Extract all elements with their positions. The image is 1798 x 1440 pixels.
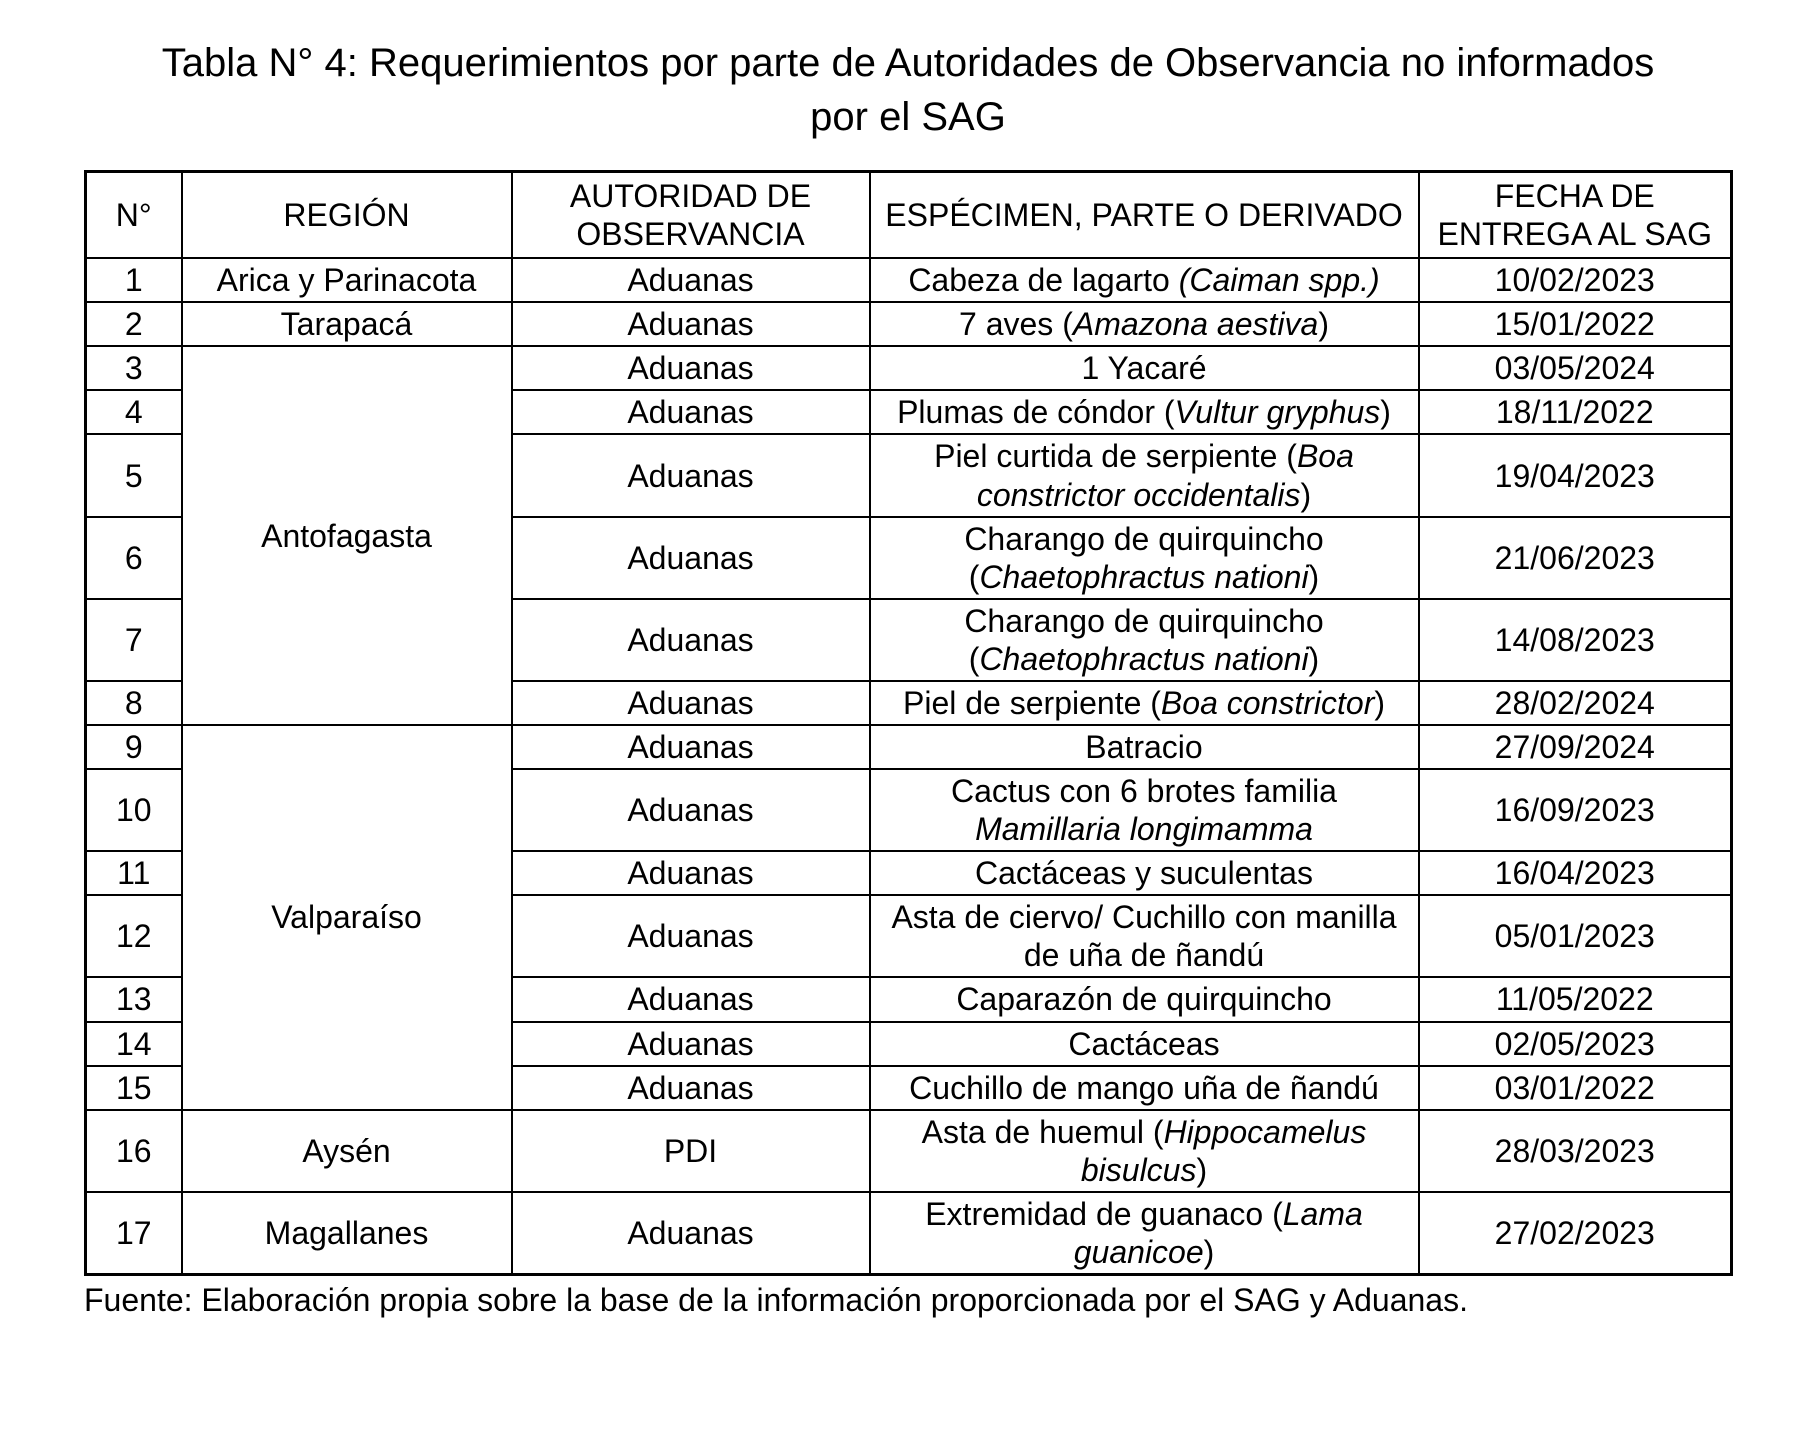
- especimen-text: 1 Yacaré: [1081, 350, 1207, 387]
- table-row: [86, 346, 1732, 390]
- cell-fecha: 16/04/2023: [1419, 851, 1732, 895]
- cell-especimen: [870, 1066, 1419, 1110]
- especimen-text: Asta de ciervo/ Cuchillo con manilla de uña de ñandú: [891, 899, 1397, 974]
- species-name: Amazona aestiva: [1072, 306, 1319, 343]
- especimen-text: Piel curtida de serpiente (: [934, 438, 1297, 475]
- especimen-text: Plumas de cóndor (: [897, 394, 1175, 431]
- cell-autoridad: Aduanas: [512, 258, 870, 302]
- cell-especimen: [870, 725, 1419, 769]
- cell-autoridad: Aduanas: [512, 390, 870, 434]
- cell-fecha: 27/02/2023: [1419, 1192, 1732, 1275]
- especimen-text: ): [1380, 394, 1391, 431]
- especimen-text: ): [1196, 1151, 1208, 1188]
- species-name: Mamillaria longimamma: [975, 811, 1313, 848]
- species-name: Vultur gryphus: [1174, 394, 1381, 431]
- cell-especimen: [870, 681, 1419, 725]
- especimen-text: ): [1308, 640, 1320, 677]
- cell-fecha: 18/11/2022: [1419, 390, 1732, 434]
- column-header-region: REGIÓN: [182, 172, 512, 259]
- especimen-text: Cactáceas: [1068, 1025, 1220, 1062]
- cell-numero: 8: [86, 681, 182, 725]
- species-name: Hippocamelus bisulcus: [1080, 1113, 1367, 1188]
- cell-numero: 1: [86, 258, 182, 302]
- cell-region: Magallanes: [182, 1192, 512, 1275]
- cell-region: Valparaíso: [182, 725, 512, 1110]
- cell-numero: 3: [86, 346, 182, 390]
- cell-fecha: 03/05/2024: [1419, 346, 1732, 390]
- cell-region: Aysén: [182, 1110, 512, 1192]
- table-row: [86, 302, 1732, 346]
- cell-numero: 16: [86, 1110, 182, 1192]
- especimen-text: 7 aves (: [959, 306, 1073, 343]
- table-header-row: [86, 172, 1732, 259]
- column-header-numero: N°: [86, 172, 182, 259]
- cell-especimen: [870, 517, 1419, 599]
- cell-autoridad: Aduanas: [512, 1066, 870, 1110]
- cell-numero: 6: [86, 517, 182, 599]
- especimen-text: Cactáceas y suculentas: [975, 855, 1313, 892]
- cell-numero: 15: [86, 1066, 182, 1110]
- especimen-text: Batracio: [1085, 729, 1203, 766]
- especimen-text: Charango de quirquincho (: [964, 520, 1324, 595]
- especimen-text: ): [1318, 306, 1329, 343]
- table-row: [86, 258, 1732, 302]
- table-row: [86, 725, 1732, 769]
- cell-fecha: 11/05/2022: [1419, 977, 1732, 1021]
- cell-autoridad: Aduanas: [512, 302, 870, 346]
- table-row: [86, 1110, 1732, 1192]
- column-header-autoridad: AUTORIDAD DE OBSERVANCIA: [512, 172, 870, 259]
- cell-fecha: 28/03/2023: [1419, 1110, 1732, 1192]
- cell-numero: 10: [86, 769, 182, 851]
- table-row: [86, 1192, 1732, 1275]
- cell-fecha: 21/06/2023: [1419, 517, 1732, 599]
- cell-especimen: [870, 390, 1419, 434]
- cell-region: Tarapacá: [182, 302, 512, 346]
- especimen-text: Asta de huemul (: [921, 1113, 1164, 1150]
- cell-fecha: 02/05/2023: [1419, 1022, 1732, 1066]
- cell-numero: 5: [86, 434, 182, 516]
- cell-fecha: 03/01/2022: [1419, 1066, 1732, 1110]
- cell-especimen: [870, 1110, 1419, 1192]
- species-name: Chaetophractus nationi: [979, 558, 1309, 595]
- especimen-text: Cabeza de lagarto: [908, 262, 1179, 299]
- cell-especimen: [870, 434, 1419, 516]
- cell-autoridad: Aduanas: [512, 977, 870, 1021]
- cell-autoridad: Aduanas: [512, 517, 870, 599]
- cell-autoridad: Aduanas: [512, 851, 870, 895]
- source-note: Fuente: Elaboración propia sobre la base de la información proporcionada por el SAG y Aduanas.: [84, 1282, 1468, 1319]
- cell-especimen: [870, 977, 1419, 1021]
- species-name: Chaetophractus nationi: [979, 640, 1309, 677]
- cell-numero: 4: [86, 390, 182, 434]
- especimen-text: ): [1308, 558, 1320, 595]
- cell-especimen: [870, 1192, 1419, 1275]
- table-body: [86, 258, 1732, 1274]
- cell-fecha: 14/08/2023: [1419, 599, 1732, 681]
- column-header-fecha: FECHA DE ENTREGA AL SAG: [1419, 172, 1732, 259]
- cell-autoridad: Aduanas: [512, 725, 870, 769]
- species-name: Lama guanicoe: [1073, 1195, 1363, 1270]
- cell-especimen: [870, 302, 1419, 346]
- especimen-text: Cactus con 6 brotes familia: [951, 773, 1337, 810]
- cell-especimen: [870, 895, 1419, 977]
- cell-numero: 17: [86, 1192, 182, 1275]
- cell-autoridad: Aduanas: [512, 1192, 870, 1275]
- cell-autoridad: Aduanas: [512, 681, 870, 725]
- cell-fecha: 27/09/2024: [1419, 725, 1732, 769]
- species-name: Boa constrictor: [1160, 684, 1375, 721]
- species-name: (Caiman spp.): [1178, 262, 1380, 299]
- cell-numero: 12: [86, 895, 182, 977]
- cell-numero: 11: [86, 851, 182, 895]
- cell-autoridad: Aduanas: [512, 769, 870, 851]
- cell-fecha: 15/01/2022: [1419, 302, 1732, 346]
- cell-autoridad: Aduanas: [512, 1022, 870, 1066]
- cell-fecha: 05/01/2023: [1419, 895, 1732, 977]
- cell-especimen: [870, 851, 1419, 895]
- especimen-text: Piel de serpiente (: [903, 684, 1161, 721]
- cell-numero: 13: [86, 977, 182, 1021]
- cell-autoridad: Aduanas: [512, 599, 870, 681]
- cell-especimen: [870, 769, 1419, 851]
- requirements-table: [84, 170, 1733, 1276]
- cell-autoridad: PDI: [512, 1110, 870, 1192]
- especimen-text: ): [1374, 684, 1385, 721]
- cell-autoridad: Aduanas: [512, 346, 870, 390]
- column-header-especimen: ESPÉCIMEN, PARTE O DERIVADO: [870, 172, 1419, 259]
- cell-numero: 9: [86, 725, 182, 769]
- cell-especimen: [870, 258, 1419, 302]
- species-name: Boa constrictor occidentalis: [976, 438, 1354, 513]
- cell-fecha: 16/09/2023: [1419, 769, 1732, 851]
- cell-fecha: 19/04/2023: [1419, 434, 1732, 516]
- especimen-text: Extremidad de guanaco (: [925, 1195, 1283, 1232]
- especimen-text: Cuchillo de mango uña de ñandú: [909, 1069, 1379, 1106]
- cell-especimen: [870, 346, 1419, 390]
- cell-numero: 7: [86, 599, 182, 681]
- especimen-text: ): [1203, 1233, 1215, 1270]
- cell-region: Arica y Parinacota: [182, 258, 512, 302]
- especimen-text: Charango de quirquincho (: [964, 602, 1324, 677]
- cell-numero: 14: [86, 1022, 182, 1066]
- cell-especimen: [870, 599, 1419, 681]
- cell-fecha: 28/02/2024: [1419, 681, 1732, 725]
- cell-especimen: [870, 1022, 1419, 1066]
- cell-autoridad: Aduanas: [512, 895, 870, 977]
- cell-numero: 2: [86, 302, 182, 346]
- table-title: Tabla N° 4: Requerimientos por parte de Autoridades de Observancia no informados por el SAG: [161, 41, 1655, 139]
- cell-region: Antofagasta: [182, 346, 512, 725]
- especimen-text: Caparazón de quirquincho: [956, 981, 1332, 1018]
- especimen-text: ): [1300, 476, 1312, 513]
- cell-fecha: 10/02/2023: [1419, 258, 1732, 302]
- cell-autoridad: Aduanas: [512, 434, 870, 516]
